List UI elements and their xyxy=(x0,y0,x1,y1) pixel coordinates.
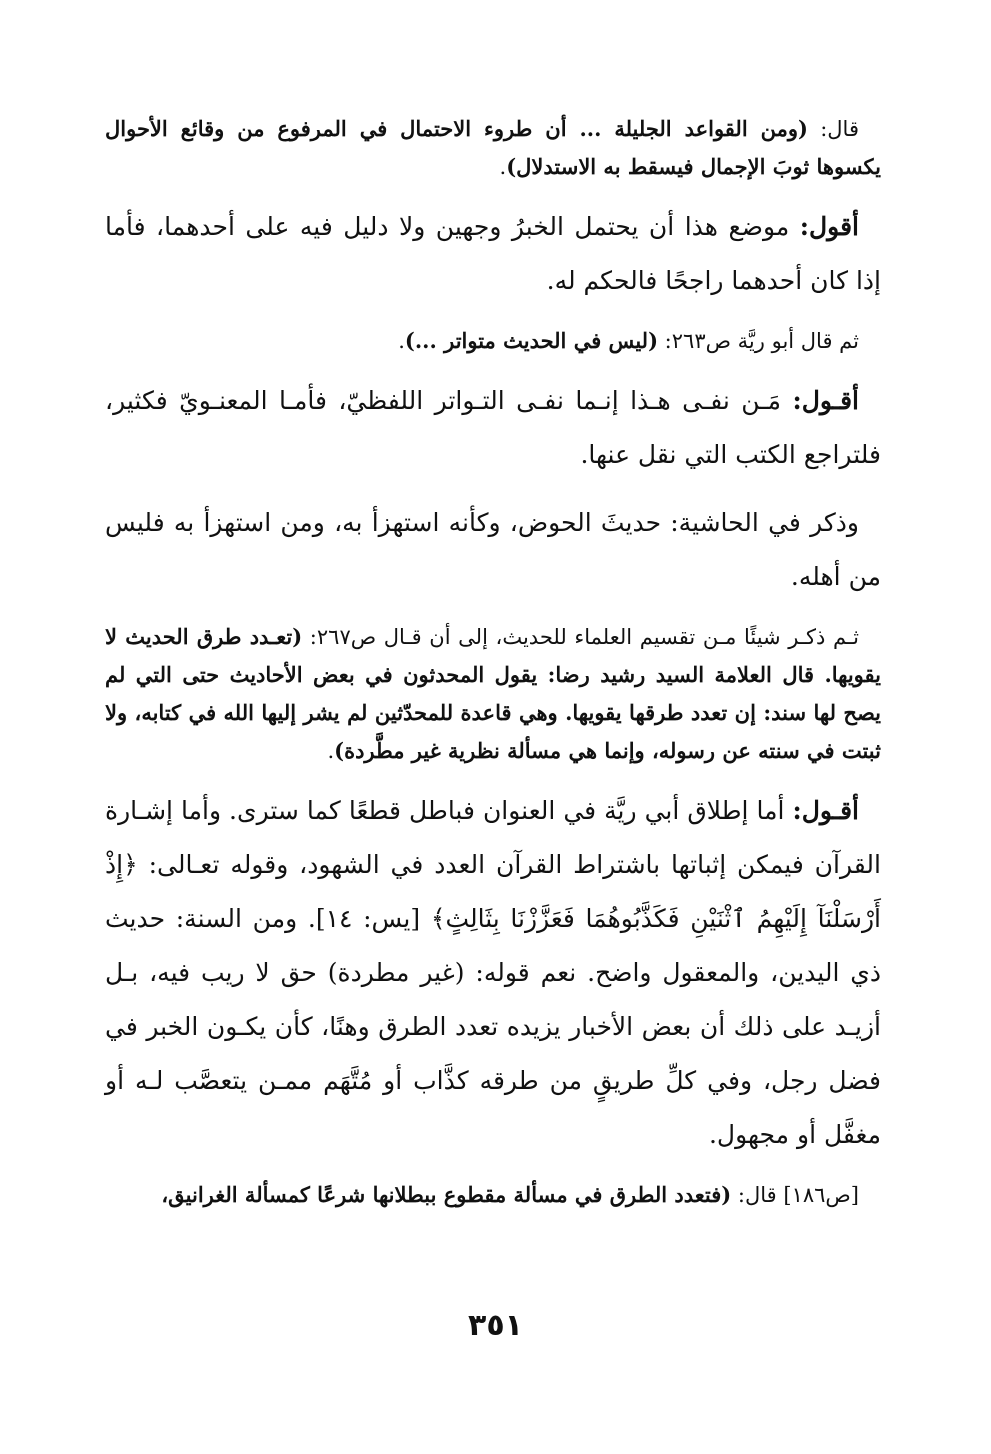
reply-text: مَـن نفـى هـذا إنـما نفـى التـواتر اللفظيّ، فأمـا المعنـويّ فكثير، فلتراجع الكتب التي نقل عنها. xyxy=(105,386,881,469)
reply-label: أقـول: xyxy=(792,796,859,825)
reply-label: أقـول: xyxy=(792,386,859,415)
quote-text: (ومن القواعد الجليلة ... أن طروء الاحتمال في المرفوع من وقائع الأحوال يكسوها ثوبَ الإجمال فيسقط به الاستدلال) xyxy=(105,116,881,179)
page-number: ٣٥١ xyxy=(468,1308,523,1343)
quote-text: (تعـدد طرق الحديث لا يقويها. قال العلامة السيد رشيد رضا: يقول المحدثون في بعض الأحاديث حتى التي لم يصح لها سند: إن تعدد طرقها يقويها. وهي قاعدة للمحدّثين لم يشر إليها الله في كتابه، ولا ثبتت في سنته عن رسوله، وإنما هي مسألة نظرية غير مطَّردة) xyxy=(105,624,881,763)
quote-end: . xyxy=(327,739,335,763)
paragraph-footnote-mention xyxy=(105,496,881,604)
reply-text-2: . ومن السنة: حديث ذي اليدين، والمعقول واضح. نعم قوله: (غير مطردة) حق لا ريب فيه، بـل أزيـد على ذلك أن بعض الأخبار يزيده تعدد الطرق وهنًا، كأن يكـون الخبر في فضل رجل، وفي كلِّ طريقٍ من طرقه كذَّاب أو مُتَّهَم ممـن يتعصَّب لـه أو مغفَّل أو مجهول. xyxy=(105,904,881,1149)
reply-text: موضع هذا أن يحتمل الخبرُ وجهين ولا دليل فيه على أحدهما، فأما إذا كان أحدهما راجحًا فالحكم له. xyxy=(105,212,881,295)
quote-text: (ليس في الحديث متواتر ...) xyxy=(404,328,658,353)
quote-intro: ثـم ذكـر شيئًا مـن تقسيم العلماء للحديث، إلى أن قـال ص٢٦٧: xyxy=(302,625,859,649)
verse-reference: [يس: ١٤] xyxy=(315,904,431,933)
quran-verse: ﴿إِذْ أَرْسَلْنَآ إِلَيْهِمُ ٱثْنَيْنِ فَكَذَّبُوهُمَا فَعَزَّزْنَا بِثَالِثٍ﴾ xyxy=(105,850,881,933)
paragraph-quote-1 xyxy=(105,110,881,186)
quote-text: (فتعدد الطرق في مسألة مقطوع ببطلانها شرعًا كمسألة الغرانيق، xyxy=(161,1182,732,1207)
reply-text-1: أما إطلاق أبي ريَّة في العنوان فباطل قطعًا كما سترى. وأما إشـارة القرآن فيمكن إثباتها باشتراط القرآن العدد في الشهود، وقوله تعـالى: xyxy=(105,796,881,879)
paragraph-quote-4 xyxy=(105,1176,881,1214)
paragraph-text: وذكر في الحاشية: حديثَ الحوض، وكأنه استهزأ به، ومن استهزأ به فليس من أهله. xyxy=(105,508,881,591)
paragraph-reply-2 xyxy=(105,374,881,482)
paragraph-reply-1 xyxy=(105,200,881,308)
quote-end: . xyxy=(499,155,507,179)
paragraph-quote-2 xyxy=(105,322,881,360)
reply-label: أقول: xyxy=(799,212,859,241)
quote-end: . xyxy=(398,329,405,353)
paragraph-quote-3 xyxy=(105,618,881,770)
quote-intro: ثم قال أبو ريَّة ص٢٦٣: xyxy=(658,329,859,353)
paragraph-reply-3 xyxy=(105,784,881,1162)
quote-intro: [ص١٨٦] قال: xyxy=(731,1183,859,1207)
quote-intro: قال: xyxy=(807,117,859,141)
